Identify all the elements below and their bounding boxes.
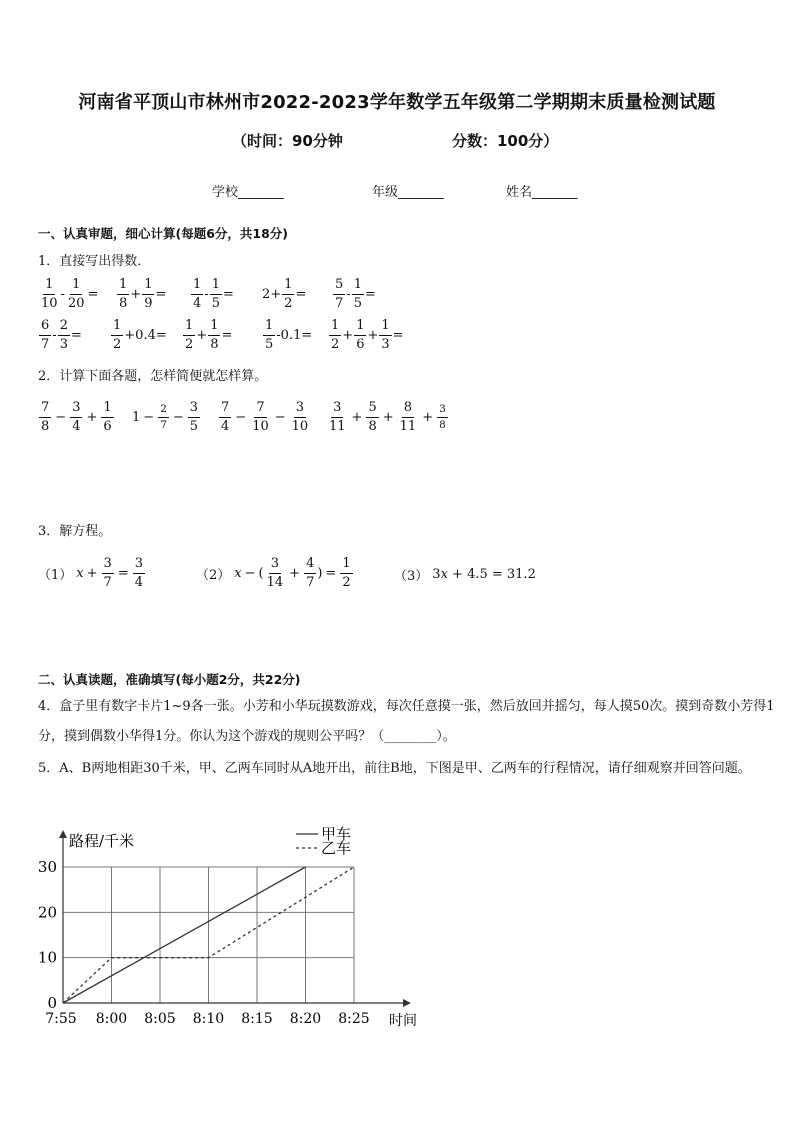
x-tick-label: 7:55 <box>45 1011 77 1027</box>
y-tick-label: 10 <box>37 948 57 967</box>
q3-equation-2: （2） x − ( $\frac{3}{14}$ + $\frac{4}{7}$ ) = $\frac{1}{2}$ <box>196 556 351 590</box>
x-tick-label: 8:15 <box>241 1011 273 1027</box>
x-axis-label: 时间 <box>389 1013 417 1029</box>
section-2-heading: 二、认真读题，准确填写(每小题2分，共22分) <box>38 672 301 687</box>
x-tick-label: 8:00 <box>95 1011 128 1027</box>
school-field: 学校_______ <box>212 185 284 200</box>
y-axis-arrow <box>59 830 67 838</box>
question-3: 3．解方程。 <box>38 524 112 539</box>
series-line-1 <box>63 867 306 1003</box>
question-2: 2．计算下面各题，怎样简便就怎样算。 <box>38 369 268 384</box>
question-1: 1．直接写出得数． <box>38 254 151 269</box>
chart-labels <box>38 825 417 1029</box>
q2-expr-3: $\frac{7}{4}$ − $\frac{7}{10}$ − $\frac{3}{10}$ <box>221 400 309 434</box>
travel-chart <box>28 822 438 1034</box>
q1-expr-9: $\frac{1}{5}$ -0.1= <box>265 318 313 352</box>
q3-item-label: （3） <box>394 569 429 584</box>
q2-expr-2: 1 − $\frac{2}{7}$ − $\frac{3}{5}$ <box>132 400 199 434</box>
question-5: 5．A、B两地相距30千米，甲、乙两车同时从A地开出，前往B地，下图是甲、乙两车的行程情况，请仔细观察并回答问题。 <box>38 761 751 776</box>
legend-label: 乙车 <box>321 839 352 857</box>
x-axis-arrow <box>403 999 411 1007</box>
q1-expr-5: $\frac{5}{7}$ - $\frac{1}{5}$ = <box>335 277 376 311</box>
q1-expr-1: $\frac{1}{10}$ - $\frac{1}{20}$ = <box>41 277 99 311</box>
q1-expr-8: $\frac{1}{2}$ + $\frac{1}{8}$ = <box>185 318 233 352</box>
chart-grid <box>63 867 354 1003</box>
q2-expr-4: $\frac{3}{11}$ + $\frac{5}{8}$ + $\frac{8}{11}$ + $\frac{3}{8}$ <box>329 400 446 434</box>
q3-equation-3: （3） 3x + 4.5 = 31.2 <box>394 567 536 584</box>
q1-expr-10: $\frac{1}{2}$ + $\frac{1}{6}$ + $\frac{1}{3}$ = <box>331 318 404 352</box>
q1-expr-3: $\frac{1}{4}$ - $\frac{1}{5}$ = <box>193 277 234 311</box>
x-tick-label: 8:20 <box>289 1011 322 1027</box>
name-field: 姓名_______ <box>506 185 578 200</box>
q1-expr-4: 2+ $\frac{1}{2}$ = <box>262 277 307 311</box>
q2-expr-1: $\frac{7}{8}$ − $\frac{3}{4}$ + $\frac{1}{6}$ <box>41 400 112 434</box>
legend-label: 甲车 <box>321 825 352 843</box>
page-title: 河南省平顶山市林州市2022-2023学年数学五年级第二学期期末质量检测试题 <box>78 92 716 113</box>
y-axis-label: 路程/千米 <box>69 832 135 850</box>
x-tick-label: 8:25 <box>338 1011 370 1027</box>
question-4: 4．盒子里有数字卡片1~9各一张。小芳和小华玩摸数游戏，每次任意摸一张，然后放回并摇匀，每人摸50次。摸到奇数小芳得1分，摸到偶数小华得1分。你认为这个游戏的规则公平吗？（________）。 <box>38 699 775 744</box>
y-tick-label: 20 <box>37 903 57 922</box>
score-label: 分数：100分） <box>452 132 559 150</box>
q3-item-label: （1） <box>38 568 73 583</box>
section-1-heading: 一、认真审题，细心计算(每题6分，共18分) <box>38 226 289 241</box>
q1-expr-6: $\frac{6}{7}$ - $\frac{2}{3}$ = <box>41 318 82 352</box>
time-label: （时间：90分钟 <box>232 132 343 150</box>
x-tick-label: 8:05 <box>144 1011 176 1027</box>
q3-equation-1: （1） x + $\frac{3}{7}$ = $\frac{3}{4}$ <box>38 556 143 590</box>
q1-expr-7: $\frac{1}{2}$ +0.4= <box>113 318 167 352</box>
q1-expr-2: $\frac{1}{8}$ + $\frac{1}{9}$ = <box>119 277 167 311</box>
q3-item-label: （2） <box>196 568 231 583</box>
y-tick-label: 30 <box>37 858 57 876</box>
x-tick-label: 8:10 <box>192 1011 225 1027</box>
grade-field: 年级_______ <box>372 185 444 200</box>
y-tick-label: 0 <box>47 994 57 1012</box>
